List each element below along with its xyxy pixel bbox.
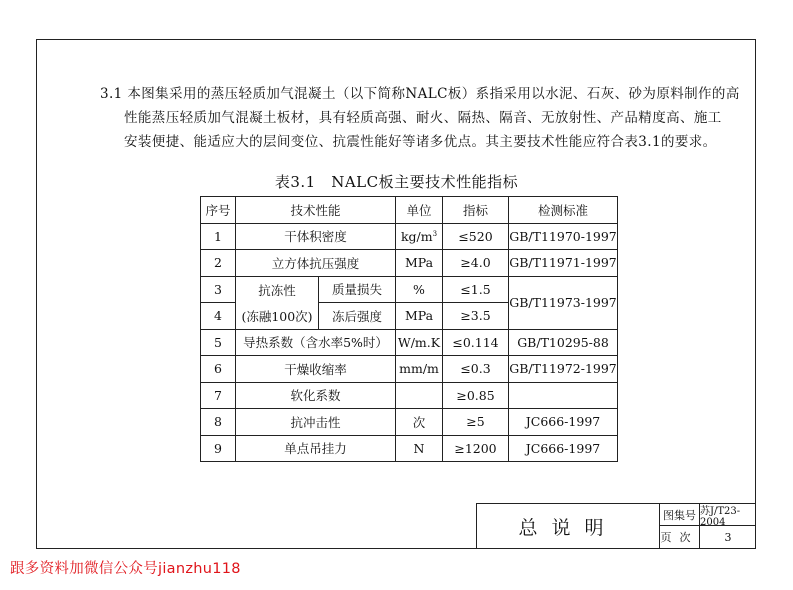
cell-unit (396, 382, 443, 409)
table-caption: 表3.1 NALC板主要技术性能指标 (274, 173, 519, 191)
cell-property: 抗冲击性 (236, 409, 396, 436)
cell-unit: mm/m (396, 356, 443, 383)
cell-group-top: 抗冻性 (236, 276, 319, 303)
cell-no: 1 (201, 223, 236, 250)
cell-index: ≥5 (443, 409, 509, 436)
table-row (201, 329, 618, 356)
cell-property: 单点吊挂力 (236, 435, 396, 462)
title-block-title: 总说明 (477, 504, 660, 549)
page-number: 3 (724, 530, 732, 544)
cell-no: 3 (201, 276, 236, 303)
table-row (201, 435, 618, 462)
cell-no: 6 (201, 356, 236, 383)
cell-index: ≤1.5 (443, 276, 509, 303)
cell-unit: 次 (396, 409, 443, 436)
cell-standard: GB/T11970-1997 (509, 223, 618, 250)
header-index: 指标 (443, 197, 509, 224)
cell-no: 4 (201, 303, 236, 330)
cell-standard: JC666-1997 (509, 435, 618, 462)
atlas-number-label: 图集号 (660, 504, 700, 526)
cell-index: ≥0.85 (443, 382, 509, 409)
cell-index: ≤520 (443, 223, 509, 250)
paragraph-line-1: 3.1 本图集采用的蒸压轻质加气混凝土（以下简称NALC板）系指采用以水泥、石灰、砂为原料制作的高 (100, 86, 740, 102)
cell-property: 软化系数 (236, 382, 396, 409)
table-row (201, 382, 618, 409)
table-row (201, 409, 618, 436)
cell-no: 5 (201, 329, 236, 356)
cell-unit: N (396, 435, 443, 462)
cell-unit: MPa (396, 303, 443, 330)
cell-property: 干体积密度 (236, 223, 396, 250)
cell-standard: GB/T11972-1997 (509, 356, 618, 383)
cell-property: 干燥收缩率 (236, 356, 396, 383)
cell-property: 冻后强度 (319, 303, 396, 330)
cell-unit: % (396, 276, 443, 303)
title-block (476, 503, 756, 549)
header-property: 技术性能 (236, 197, 396, 224)
page-label: 页次 (660, 526, 700, 548)
cell-index: ≥3.5 (443, 303, 509, 330)
paragraph-line-2: 性能蒸压轻质加气混凝土板材，具有轻质高强、耐火、隔热、隔音、无放射性、产品精度高、施工 (124, 110, 722, 126)
cell-unit: MPa (396, 250, 443, 277)
cell-standard-merged: GB/T11973-1997 (509, 276, 618, 329)
cell-standard: JC666-1997 (509, 409, 618, 436)
header-standard: 检测标准 (509, 197, 618, 224)
table-row (201, 250, 618, 277)
paragraph-line-3: 安装便捷、能适应大的层间变位、抗震性能好等诸多优点。其主要技术性能应符合表3.1的要求。 (124, 134, 717, 150)
cell-unit: W/m.K (396, 329, 443, 356)
cell-no: 7 (201, 382, 236, 409)
watermark-text: 跟多资料加微信公众号jianzhu118 (10, 561, 241, 577)
cell-no: 2 (201, 250, 236, 277)
cell-property: 立方体抗压强度 (236, 250, 396, 277)
cell-property: 导热系数（含水率5%时） (236, 329, 396, 356)
cell-index: ≥4.0 (443, 250, 509, 277)
header-no: 序号 (201, 197, 236, 224)
cell-standard: GB/T11971-1997 (509, 250, 618, 277)
cell-index: ≤0.3 (443, 356, 509, 383)
spec-table (200, 196, 618, 462)
cell-no: 8 (201, 409, 236, 436)
intro-paragraph (100, 82, 740, 154)
atlas-number-value: 苏J/T23-2004 (700, 504, 756, 526)
cell-group-bottom: (冻融100次) (236, 303, 319, 330)
cell-index: ≥1200 (443, 435, 509, 462)
cell-unit: $kg/m^3$ (396, 223, 443, 250)
header-unit: 单位 (396, 197, 443, 224)
table-header-row (201, 197, 618, 224)
table-row (201, 223, 618, 250)
table-row (201, 276, 618, 303)
cell-index: ≤0.114 (443, 329, 509, 356)
cell-no: 9 (201, 435, 236, 462)
cell-standard: GB/T10295-88 (509, 329, 618, 356)
cell-property: 质量损失 (319, 276, 396, 303)
table-row (201, 356, 618, 383)
cell-standard (509, 382, 618, 409)
